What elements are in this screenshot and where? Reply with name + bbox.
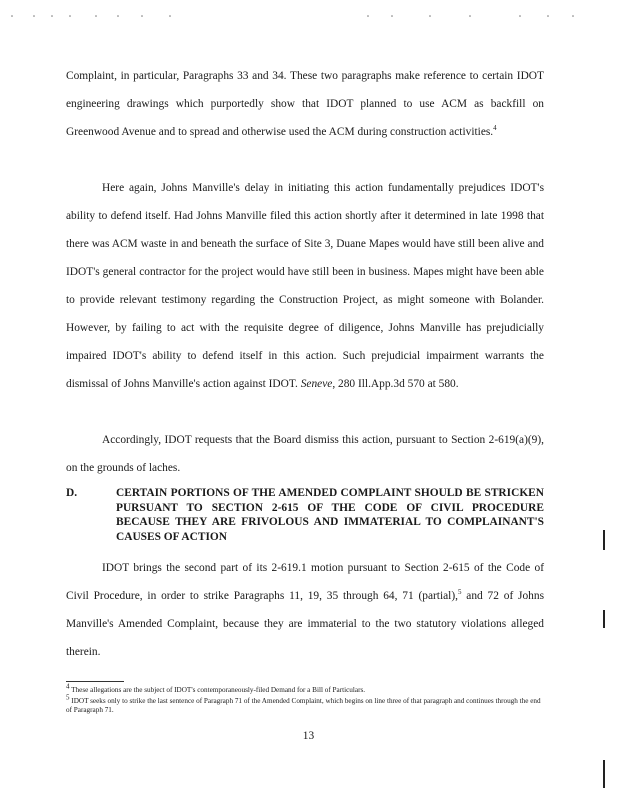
footnote-4: [66, 682, 546, 695]
citation-case-name: Seneve: [300, 378, 333, 390]
section-heading-d: [66, 486, 544, 544]
scan-margin-mark: [603, 760, 605, 788]
heading-text: CERTAIN PORTIONS OF THE AMENDED COMPLAINT SHOULD BE STRICKEN PURSUANT TO SECTION 2-615 OF THE CODE OF CIVIL PROCEDURE BECAUSE THEY ARE FRIVOLOUS AND IMMATERIAL TO COMPLAINANT'S CAUSES OF ACTION: [116, 487, 544, 543]
paragraph-request-text: Accordingly, IDOT requests that the Board dismiss this action, pursuant to Section 2-619(a)(9), on the grounds of laches.: [66, 434, 544, 474]
scan-margin-mark: [603, 530, 605, 550]
footnote-divider: [66, 681, 124, 682]
footnote-4-marker: 4: [66, 682, 70, 691]
paragraph-delay-text: Here again, Johns Manville's delay in initiating this action fundamentally prejudices IDOT's ability to defend itself. Had Johns Manville filed this action shortly after it determined in late 1998 that there was ACM waste in and beneath the surface of Site 3, Duane Mapes would have still been alive and IDOT's general contractor for the project would have still been in business. Mapes might have been able to provide relevant testimony regarding the Construction Project, as might someone with Bolander. However, by failing to act with the requisite degree of diligence, Johns Manville has prejudicially impaired IDOT's ability to defend itself in this action. Such prejudicial impairment warrants the dismissal of Johns Manville's action against IDOT.: [66, 182, 544, 390]
footnote-5-marker: 5: [66, 693, 70, 702]
scan-noise-dots: [0, 14, 617, 18]
footnote-5-text: IDOT seeks only to strike the last sentence of Paragraph 71 of the Amended Complaint, which begins on line three of that paragraph and continues through the end of Paragraph 71.: [66, 697, 541, 714]
heading-letter: D.: [66, 487, 78, 499]
page-number: 13: [302, 730, 315, 742]
paragraph-strike: [66, 554, 544, 666]
footnote-ref-4: 4: [493, 124, 497, 133]
paragraph-continued-text: Complaint, in particular, Paragraphs 33 and 34. These two paragraphs make reference to certain IDOT engineering drawings which purportedly show that IDOT planned to use ACM as backfill on Greenwood Avenue and to spread and otherwise used the ACM during construction activities.: [66, 70, 544, 138]
paragraph-delay: [66, 174, 544, 398]
paragraph-continued: [66, 62, 544, 146]
footnote-5: [66, 693, 546, 714]
citation-reporter: , 280 Ill.App.3d 570 at 580.: [332, 378, 459, 390]
scan-margin-mark: [603, 610, 605, 628]
footnote-4-text: These allegations are the subject of IDOT's contemporaneously-filed Demand for a Bill of Particulars.: [71, 686, 366, 694]
paragraph-request: [66, 426, 544, 482]
paragraph-strike-text-1: IDOT brings the second part of its 2-619.1 motion pursuant to Section 2-615 of the Code of Civil Procedure, in order to strike Paragraphs 11, 19, 35 through 64, 71 (partial),: [66, 562, 544, 602]
footnote-ref-5: 5: [458, 588, 462, 597]
paragraph-strike-text-2: and 72 of Johns Manville's Amended Complaint, because they are immaterial to the two statutory violations alleged therein.: [66, 590, 545, 658]
